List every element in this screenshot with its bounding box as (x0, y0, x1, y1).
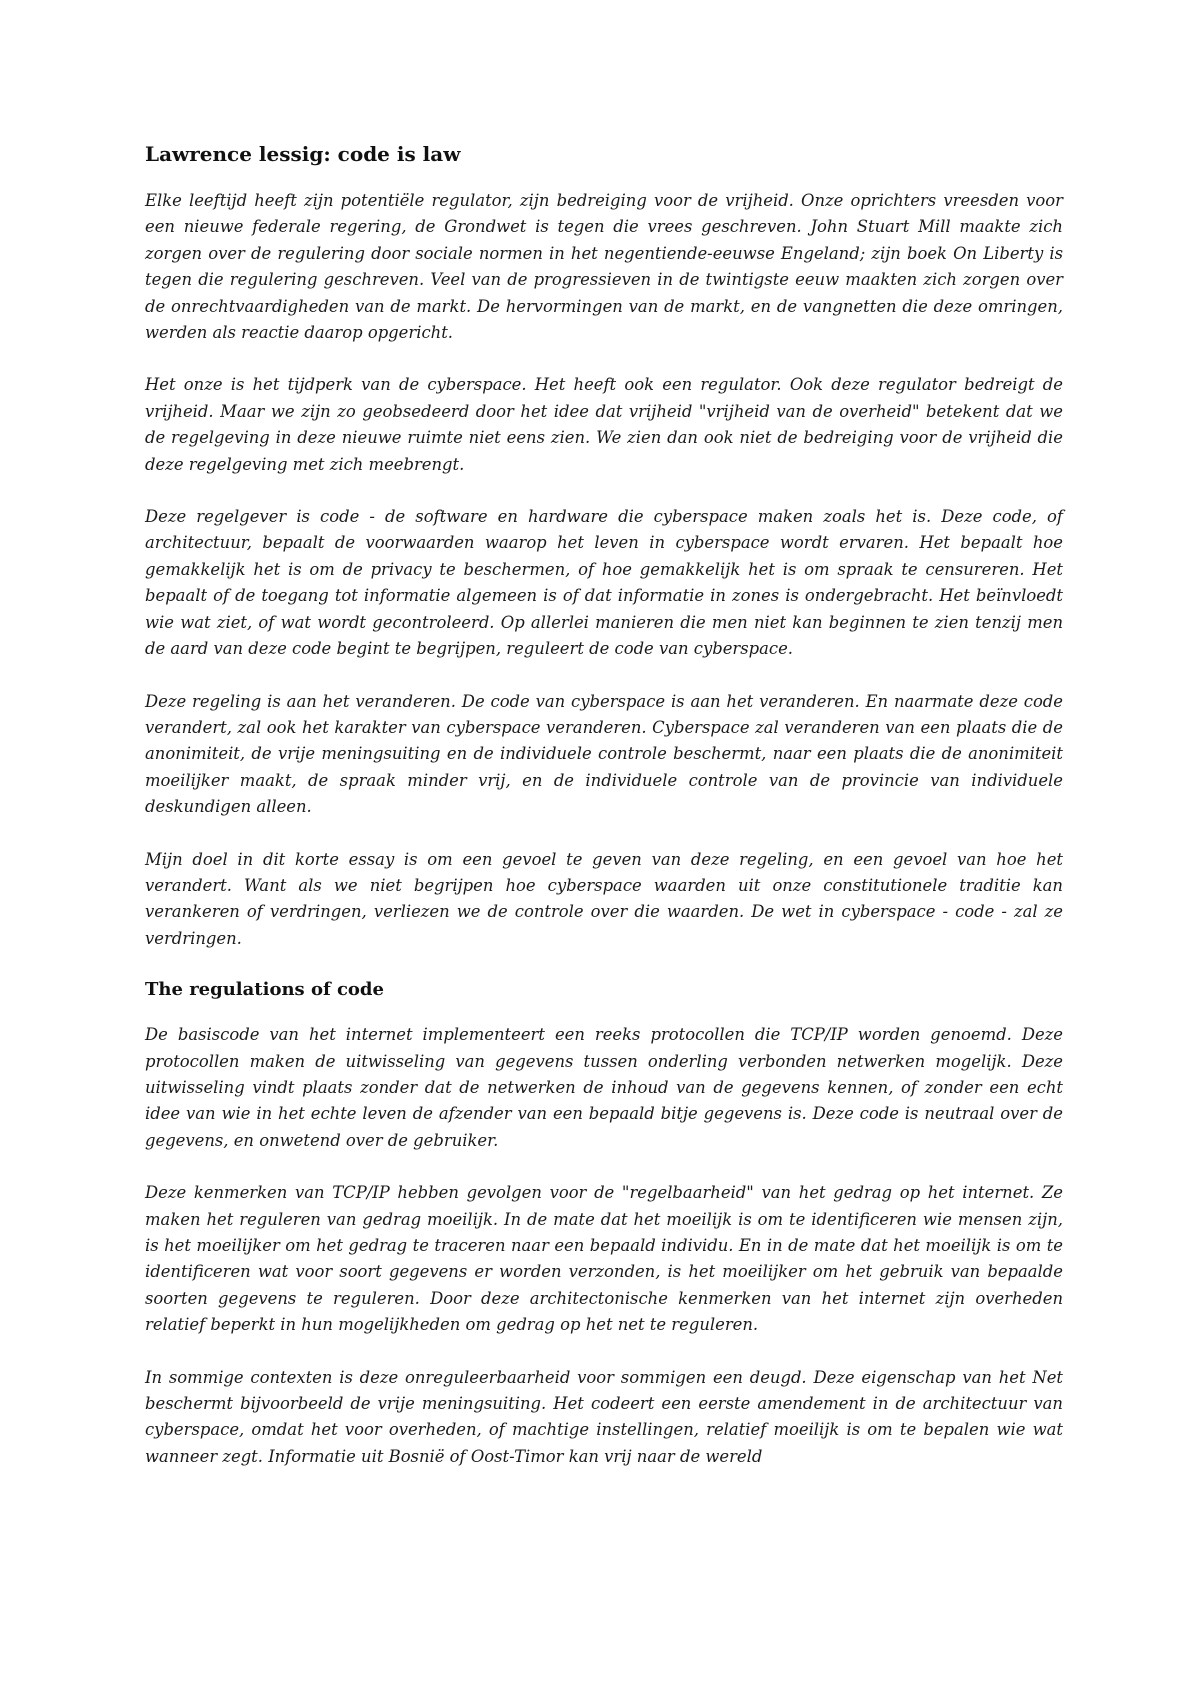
paragraph: In sommige contexten is deze onreguleerbaarheid voor sommigen een deugd. Deze eigenschap van het Net beschermt bijvoorbeeld de vrije meningsuiting. Het codeert een eerste amendement in de architectuur van cyberspace, omdat het voor overheden, of machtige instellingen, relatief moeilijk is om te bepalen wie wat wanneer zegt. Informatie uit Bosnië of Oost-Timor kan vrij naar de wereld (145, 1367, 1063, 1466)
paragraph: Mijn doel in dit korte essay is om een gevoel te geven van deze regeling, en een gevoel van hoe het verandert. Want als we niet begrijpen hoe cyberspace waarden uit onze constitutionele traditie kan verankeren of verdringen, verliezen we de controle over die waarden. De wet in cyberspace - code - zal ze verdringen. (145, 849, 1063, 948)
section-heading: The regulations of code (145, 979, 384, 1001)
paragraph: Deze kenmerken van TCP/IP hebben gevolgen voor de "regelbaarheid" van het gedrag op het internet. Ze maken het reguleren van gedrag moeilijk. In de mate dat het moeilijk is om te identificeren wie mensen zijn, is het moeilijker om het gedrag te traceren naar een bepaald individu. En in de mate dat het moeilijk is om te identificeren wat voor soort gegevens er worden verzonden, is het moeilijker om het gebruik van bepaalde soorten gegevens te reguleren. Door deze architectonische kenmerken van het internet zijn overheden relatief beperkt in hun mogelijkheden om gedrag op het net te reguleren. (145, 1183, 1063, 1335)
paragraph: Elke leeftijd heeft zijn potentiële regulator, zijn bedreiging voor de vrijheid. Onze oprichters vreesden voor een nieuwe federale regering, de Grondwet is tegen die vrees geschreven. John Stuart Mill maakte zich zorgen over de regulering door sociale normen in het negentiende-eeuwse Engeland; zijn boek On Liberty is tegen die regulering geschreven. Veel van de progressieven in de twintigste eeuw maakten zich zorgen over de onrechtvaardigheden van de markt. De hervormingen van de markt, en de vangnetten die deze omringen, werden als reactie daarop opgericht. (145, 191, 1063, 343)
document-page (145, 142, 1063, 1496)
paragraph: Deze regeling is aan het veranderen. De code van cyberspace is aan het veranderen. En naarmate deze code verandert, zal ook het karakter van cyberspace veranderen. Cyberspace zal veranderen van een plaats die de anonimiteit, de vrije meningsuiting en de individuele controle beschermt, naar een plaats die de anonimiteit moeilijker maakt, de spraak minder vrij, en de individuele controle van de provincie van individuele deskundigen alleen. (145, 691, 1063, 817)
document-title: Lawrence lessig: code is law (145, 142, 461, 166)
paragraph: Het onze is het tijdperk van de cyberspace. Het heeft ook een regulator. Ook deze regulator bedreigt de vrijheid. Maar we zijn zo geobsedeerd door het idee dat vrijheid "vrijheid van de overheid" betekent dat we de regelgeving in deze nieuwe ruimte niet eens zien. We zien dan ook niet de bedreiging voor de vrijheid die deze regelgeving met zich meebrengt. (145, 375, 1063, 474)
paragraph: De basiscode van het internet implementeert een reeks protocollen die TCP/IP worden genoemd. Deze protocollen maken de uitwisseling van gegevens tussen onderling verbonden netwerken mogelijk. Deze uitwisseling vindt plaats zonder dat de netwerken de inhoud van de gegevens kennen, of zonder een echt idee van wie in het echte leven de afzender van een bepaald bitje gegevens is. Deze code is neutraal over de gegevens, en onwetend over de gebruiker. (145, 1025, 1063, 1150)
paragraph: Deze regelgever is code - de software en hardware die cyberspace maken zoals het is. Deze code, of architectuur, bepaalt de voorwaarden waarop het leven in cyberspace wordt ervaren. Het bepaalt hoe gemakkelijk het is om de privacy te beschermen, of hoe gemakkelijk het is om spraak te censureren. Het bepaalt of de toegang tot informatie algemeen is of dat informatie in zones is ondergebracht. Het beïnvloedt wie wat ziet, of wat wordt gecontroleerd. Op allerlei manieren die men niet kan beginnen te zien tenzij men de aard van deze code begint te begrijpen, reguleert de code van cyberspace. (145, 507, 1063, 659)
